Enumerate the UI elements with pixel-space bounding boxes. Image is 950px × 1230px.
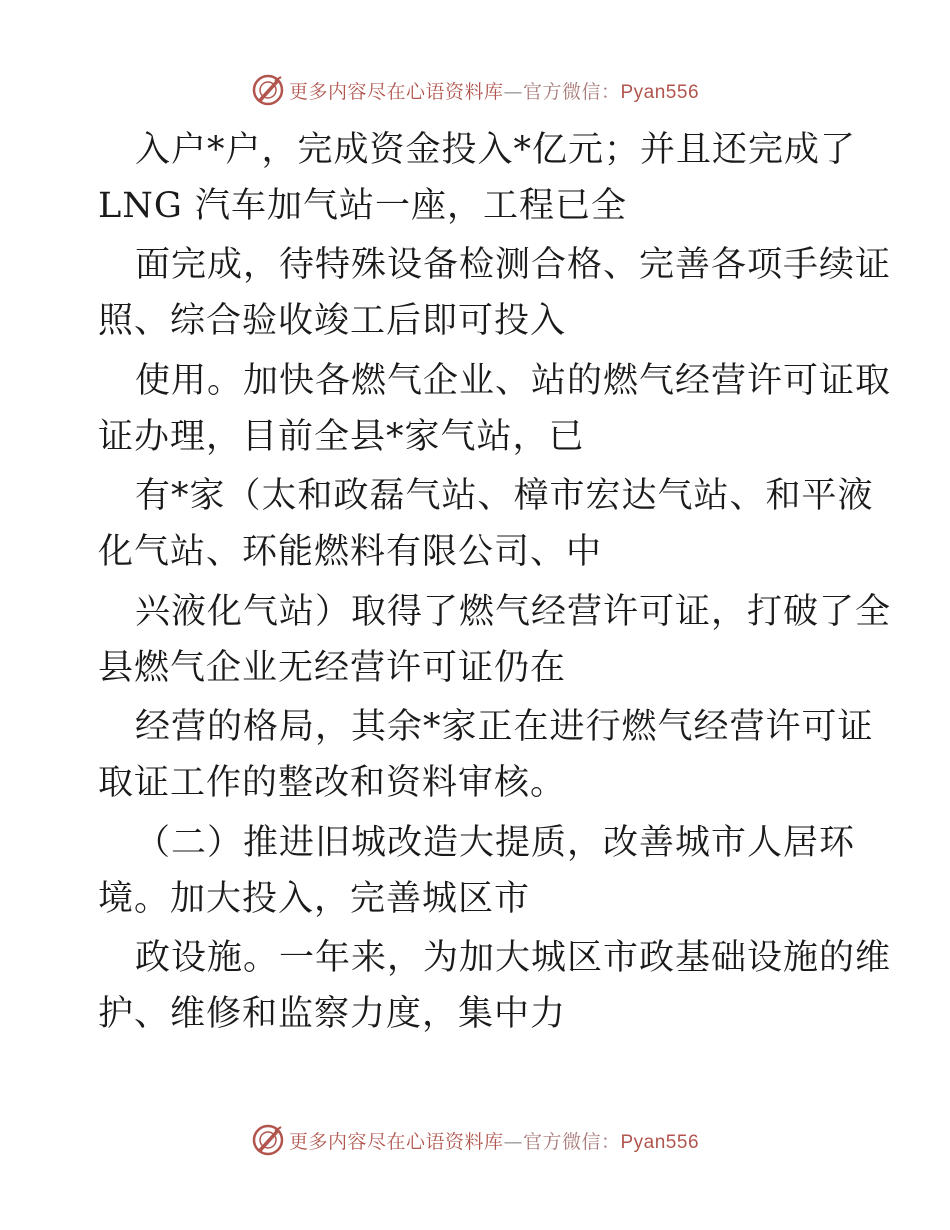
text-line: 护、维修和监察力度，集中力 <box>98 994 567 1034</box>
text-line: 取证工作的整改和资料审核。 <box>98 763 567 803</box>
watermark-contact-label: 官方微信： <box>522 1130 621 1153</box>
watermark-text <box>289 1127 699 1154</box>
text-line: 政设施。一年来，为加大城区市政基础设施的维 <box>135 938 892 978</box>
text-line: 照、综合验收竣工后即可投入 <box>98 301 567 341</box>
text-line: 经营的格局，其余*家正在进行燃气经营许可证 <box>135 707 874 747</box>
watermark-dash: — <box>503 1130 523 1153</box>
text-line: 化气站、环能燃料有限公司、中 <box>98 532 603 572</box>
watermark-contact-label: 官方微信： <box>522 80 621 103</box>
feather-seal-icon <box>251 1123 285 1157</box>
footer-watermark <box>0 1120 950 1160</box>
text-line: 兴液化气站）取得了燃气经营许可证，打破了全 <box>135 592 892 632</box>
watermark-contact-id: Pyan556 <box>620 81 700 103</box>
text-line: 入户*户，完成资金投入*亿元；并且还完成了 <box>135 130 857 170</box>
watermark-text <box>289 77 699 104</box>
watermark-contact-id: Pyan556 <box>620 1131 700 1153</box>
text-line: 境。加大投入，完善城区市 <box>98 879 531 919</box>
watermark-brand: 更多内容尽在心语资料库 <box>288 1130 504 1153</box>
watermark-dash: — <box>503 80 523 103</box>
text-line: 证办理，目前全县*家气站，已 <box>98 417 585 457</box>
text-line: （二）推进旧城改造大提质，改善城市人居环 <box>135 823 856 863</box>
text-line: 县燃气企业无经营许可证仍在 <box>98 648 567 688</box>
text-line: LNG 汽车加气站一座，工程已全 <box>98 186 627 226</box>
feather-seal-icon <box>251 73 285 107</box>
text-line: 面完成，待特殊设备检测合格、完善各项手续证 <box>135 245 892 285</box>
watermark-brand: 更多内容尽在心语资料库 <box>288 80 504 103</box>
text-line: 有*家（太和政磊气站、樟市宏达气站、和平液 <box>135 476 874 516</box>
header-watermark <box>0 70 950 110</box>
text-line: 使用。加快各燃气企业、站的燃气经营许可证取 <box>135 361 892 401</box>
